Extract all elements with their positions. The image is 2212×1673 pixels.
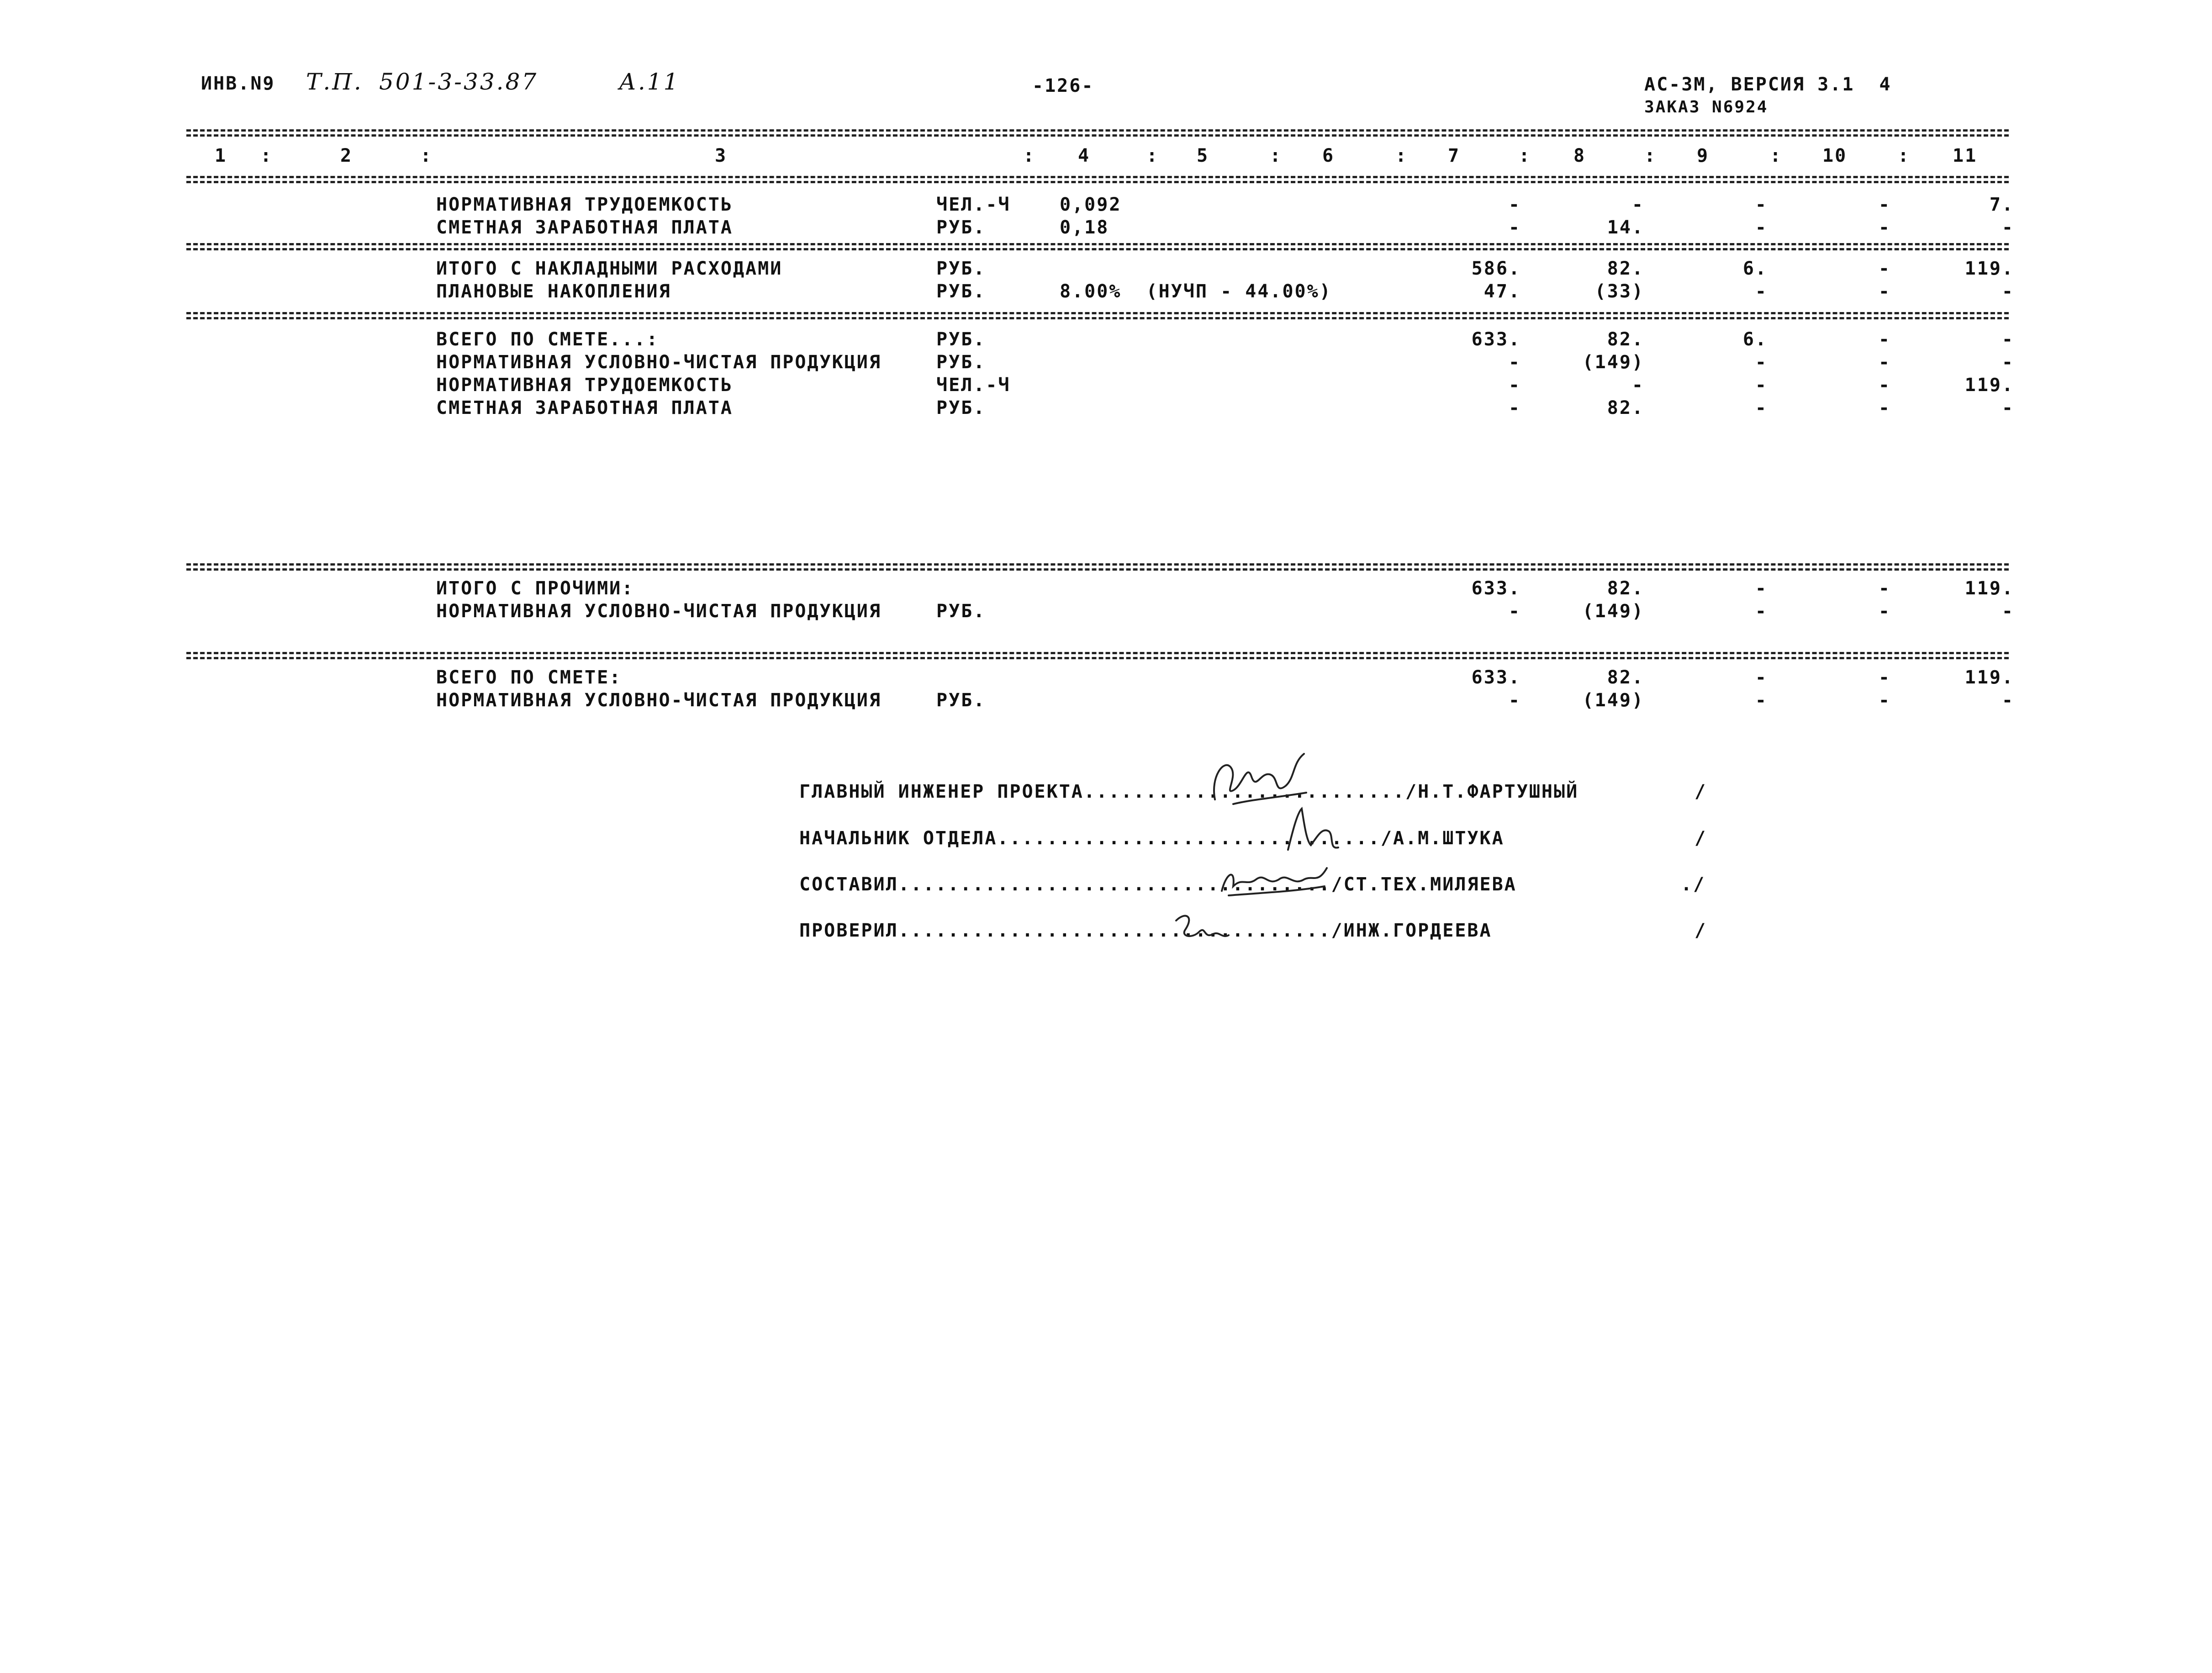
- col-header: 7: [1448, 145, 1461, 166]
- col7-value: 47.: [1483, 281, 1521, 302]
- col10-value: -: [1878, 667, 1891, 688]
- col9-value: -: [1755, 397, 1768, 418]
- section-rule: [186, 243, 2009, 245]
- col8-value: (149): [1582, 352, 1644, 373]
- col11-value: -: [2001, 601, 2014, 622]
- col7-value: 633.: [1471, 667, 1521, 688]
- col-header: 1: [215, 145, 227, 166]
- row-unit: РУБ.: [936, 397, 986, 418]
- signature-line: ПРОВЕРИЛ.................................../ИНЖ.ГОРДЕЕВА: [799, 920, 1492, 941]
- col-header: 6: [1322, 145, 1335, 166]
- inventory-number: ИНВ.N9: [201, 73, 275, 94]
- col10-value: -: [1878, 217, 1891, 238]
- section-rule: [186, 248, 2009, 250]
- col-header: 8: [1573, 145, 1586, 166]
- row-label: НОРМАТИВНАЯ ТРУДОЕМКОСТЬ: [436, 375, 733, 396]
- col7-value: 633.: [1471, 578, 1521, 599]
- col-header: 4: [1078, 145, 1091, 166]
- col9-value: -: [1755, 667, 1768, 688]
- col8-value: 82.: [1607, 329, 1644, 350]
- col7-value: -: [1508, 194, 1521, 215]
- signature-slash: /: [1695, 920, 1707, 941]
- row-unit: РУБ.: [936, 217, 986, 238]
- signature-slash: /: [1695, 781, 1707, 802]
- col10-value: -: [1878, 352, 1891, 373]
- signature-line: ГЛАВНЫЙ ИНЖЕНЕР ПРОЕКТА........................../Н.Т.ФАРТУШНЫЙ: [799, 781, 1579, 802]
- col10-value: -: [1878, 281, 1891, 302]
- col7-value: -: [1508, 217, 1521, 238]
- col9-value: -: [1755, 690, 1768, 711]
- col-separator: :: [1644, 145, 1657, 166]
- col9-value: 6.: [1742, 329, 1768, 350]
- row-unit: ЧЕЛ.-Ч: [936, 375, 1011, 396]
- col9-value: -: [1755, 281, 1768, 302]
- col-separator: :: [1519, 145, 1531, 166]
- row-rate: 8.00% (НУЧП - 44.00%): [1060, 281, 1332, 302]
- col11-value: -: [2001, 690, 2014, 711]
- tp-label: Т.П.: [306, 69, 363, 95]
- col-separator: :: [1770, 145, 1783, 166]
- col8-value: 82.: [1607, 397, 1644, 418]
- col7-value: -: [1508, 375, 1521, 396]
- row-unit: РУБ.: [936, 329, 986, 350]
- col8-value: 82.: [1607, 258, 1644, 279]
- signature-role: ГЛАВНЫЙ ИНЖЕНЕР ПРОЕКТА: [799, 781, 1084, 802]
- col8-value: -: [1631, 194, 1644, 215]
- col11-value: 119.: [1964, 578, 2014, 599]
- col-separator: :: [260, 145, 273, 166]
- signature-name: Н.Т.ФАРТУШНЫЙ: [1418, 781, 1579, 802]
- col11-value: 119.: [1964, 667, 2014, 688]
- col-separator: :: [1898, 145, 1911, 166]
- row-label: ИТОГО С ПРОЧИМИ:: [436, 578, 634, 599]
- signature-name: СТ.ТЕХ.МИЛЯЕВА: [1343, 874, 1517, 895]
- signature-slash: /: [1695, 828, 1707, 849]
- col9-value: -: [1755, 375, 1768, 396]
- handwritten-signature: [1279, 804, 1343, 859]
- col-header: 5: [1197, 145, 1209, 166]
- col-header: 3: [715, 145, 728, 166]
- section-rule: [186, 568, 2009, 571]
- col9-value: -: [1755, 578, 1768, 599]
- handwritten-signature: [1206, 749, 1315, 813]
- col8-value: -: [1631, 375, 1644, 396]
- rule-line: [186, 129, 2009, 132]
- col-header: 11: [1953, 145, 1978, 166]
- row-label: СМЕТНАЯ ЗАРАБОТНАЯ ПЛАТА: [436, 217, 733, 238]
- program-version: АС-3М, ВЕРСИЯ 3.1 4: [1644, 74, 1892, 95]
- col-separator: :: [1395, 145, 1408, 166]
- row-label: ВСЕГО ПО СМЕТЕ:: [436, 667, 622, 688]
- section-rule: [186, 563, 2009, 566]
- handwritten-signature: [1215, 859, 1334, 900]
- signature-line: СОСТАВИЛ.................................../СТ.ТЕХ.МИЛЯЕВА: [799, 874, 1517, 895]
- order-number: ЗАКАЗ N6924: [1644, 98, 1769, 116]
- col10-value: -: [1878, 375, 1891, 396]
- col-separator: :: [420, 145, 433, 166]
- col8-value: (149): [1582, 690, 1644, 711]
- col11-value: -: [2001, 281, 2014, 302]
- col-header: 9: [1697, 145, 1710, 166]
- col11-value: -: [2001, 329, 2014, 350]
- rule-line: [186, 176, 2009, 178]
- row-unit: РУБ.: [936, 352, 986, 373]
- signature-role: СОСТАВИЛ: [799, 874, 898, 895]
- col10-value: -: [1878, 578, 1891, 599]
- signature-line: НАЧАЛЬНИК ОТДЕЛА.............................../А.М.ШТУКА: [799, 828, 1505, 849]
- col8-value: 82.: [1607, 578, 1644, 599]
- row-unit: РУБ.: [936, 690, 986, 711]
- col7-value: 633.: [1471, 329, 1521, 350]
- rule-line: [186, 134, 2009, 137]
- col9-value: -: [1755, 352, 1768, 373]
- col11-value: -: [2001, 352, 2014, 373]
- col11-value: 119.: [1964, 375, 2014, 396]
- rule-line: [186, 181, 2009, 183]
- row-label: ПЛАНОВЫЕ НАКОПЛЕНИЯ: [436, 281, 671, 302]
- col-separator: :: [1023, 145, 1036, 166]
- col10-value: -: [1878, 258, 1891, 279]
- col-separator: :: [1270, 145, 1283, 166]
- row-label: СМЕТНАЯ ЗАРАБОТНАЯ ПЛАТА: [436, 397, 733, 418]
- col-separator: :: [1146, 145, 1159, 166]
- col11-value: 119.: [1964, 258, 2014, 279]
- col11-value: -: [2001, 397, 2014, 418]
- col9-value: 6.: [1742, 258, 1768, 279]
- col10-value: -: [1878, 601, 1891, 622]
- col10-value: -: [1878, 329, 1891, 350]
- col11-value: -: [2001, 217, 2014, 238]
- handwritten-signature: [1167, 907, 1231, 948]
- signature-slash: ./: [1681, 874, 1706, 895]
- row-unit: ЧЕЛ.-Ч: [936, 194, 1011, 215]
- col9-value: -: [1755, 217, 1768, 238]
- section-rule: [186, 652, 2009, 654]
- row-label: НОРМАТИВНАЯ УСЛОВНО-ЧИСТАЯ ПРОДУКЦИЯ: [436, 690, 882, 711]
- album-number: А.11: [619, 69, 680, 95]
- col9-value: -: [1755, 601, 1768, 622]
- row-label: НОРМАТИВНАЯ ТРУДОЕМКОСТЬ: [436, 194, 733, 215]
- col-header: 2: [340, 145, 353, 166]
- row-label: НОРМАТИВНАЯ УСЛОВНО-ЧИСТАЯ ПРОДУКЦИЯ: [436, 352, 882, 373]
- row-unit: РУБ.: [936, 258, 986, 279]
- col7-value: -: [1508, 397, 1521, 418]
- row-label: НОРМАТИВНАЯ УСЛОВНО-ЧИСТАЯ ПРОДУКЦИЯ: [436, 601, 882, 622]
- col7-value: -: [1508, 352, 1521, 373]
- row-label: ИТОГО С НАКЛАДНЫМИ РАСХОДАМИ: [436, 258, 783, 279]
- page-number: -126-: [1032, 75, 1094, 96]
- row-unit: РУБ.: [936, 601, 986, 622]
- col-header: 10: [1822, 145, 1848, 166]
- col8-value: (149): [1582, 601, 1644, 622]
- col10-value: -: [1878, 194, 1891, 215]
- row-label: ВСЕГО ПО СМЕТЕ...:: [436, 329, 659, 350]
- section-rule: [186, 657, 2009, 659]
- col8-value: 82.: [1607, 667, 1644, 688]
- signature-name: ИНЖ.ГОРДЕЕВА: [1343, 920, 1492, 941]
- col10-value: -: [1878, 690, 1891, 711]
- col7-value: 586.: [1471, 258, 1521, 279]
- section-rule: [186, 312, 2009, 314]
- col8-value: (33): [1594, 281, 1644, 302]
- signature-role: ПРОВЕРИЛ: [799, 920, 898, 941]
- row-unit: РУБ.: [936, 281, 986, 302]
- col11-value: 7.: [1989, 194, 2014, 215]
- row-rate: 0,18: [1060, 217, 1109, 238]
- section-rule: [186, 317, 2009, 319]
- tp-number: 501-3-33.87: [379, 69, 538, 95]
- col7-value: -: [1508, 690, 1521, 711]
- col8-value: 14.: [1607, 217, 1644, 238]
- signature-name: А.М.ШТУКА: [1393, 828, 1505, 849]
- col9-value: -: [1755, 194, 1768, 215]
- row-rate: 0,092: [1060, 194, 1122, 215]
- col10-value: -: [1878, 397, 1891, 418]
- signature-role: НАЧАЛЬНИК ОТДЕЛА: [799, 828, 998, 849]
- col7-value: -: [1508, 601, 1521, 622]
